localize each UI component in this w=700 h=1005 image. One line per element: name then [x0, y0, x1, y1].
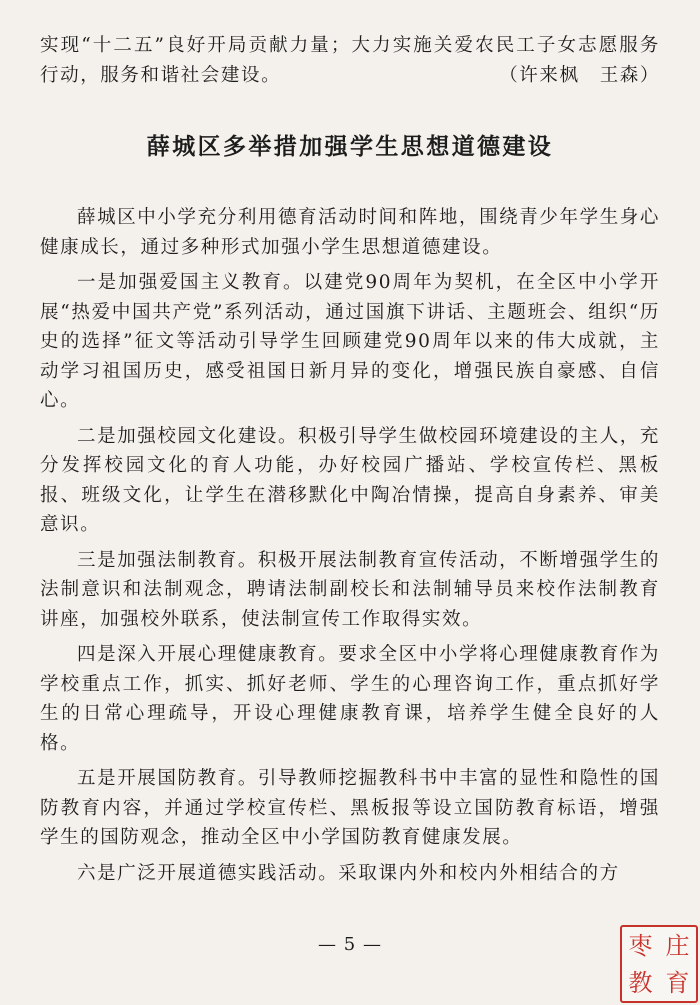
article-paragraph-campus-culture: 二是加强校园文化建设。积极引导学生做校园环境建设的主人，充分发挥校园文化的育人功能，办好校园广播站、学校宣传栏、黑板报、班级文化，让学生在潜移默化中陶冶情操，提高自身素养、审美意识。 — [40, 425, 660, 535]
previous-article-authors: （许来枫 王森） — [499, 65, 660, 86]
article-paragraph-mental-health: 四是深入开展心理健康教育。要求全区中小学将心理健康教育作为学校重点工作，抓实、抓好老师、学生的心理咨询工作，重点抓好学生的日常心理疏导，开设心理健康教育课，培养学生健全良好的人格。 — [40, 644, 660, 754]
article-body — [40, 203, 660, 894]
zaozhuang-education-seal — [620, 925, 698, 1003]
previous-article-tail: 实现“十二五”良好开局贡献力量；大力实施关爱农民工子女志愿服务行动，服务和谐社会建设。 — [40, 35, 660, 86]
article-paragraph-legal-education: 三是加强法制教育。积极开展法制教育宣传活动，不断增强学生的法制意识和法制观念，聘请法制副校长和法制辅导员来校作法制教育讲座，加强校外联系，使法制宣传工作取得实效。 — [40, 549, 660, 630]
article-title: 薛城区多举措加强学生思想道德建设 — [146, 133, 554, 160]
seal-char: 庄 — [665, 931, 690, 960]
article-paragraph-patriotism: 一是加强爱国主义教育。以建党90周年为契机，在全区中小学开展“热爱中国共产党”系列活动，通过国旗下讲话、主题班会、组织“历史的选择”征文等活动引导学生回顾建党90周年以来的伟大成就，主动学习祖国历史，感受祖国日新月异的变化，增强民族自豪感、自信心。 — [40, 272, 660, 411]
article-paragraph-national-defense: 五是开展国防教育。引导教师挖掘教科书中丰富的显性和隐性的国防教育内容，并通过学校宣传栏、黑板报等设立国防教育标语，增强学生的国防观念，推动全区中小学国防教育健康发展。 — [40, 768, 660, 848]
page-number: — 5 — — [318, 934, 382, 955]
article-paragraph-intro: 薛城区中小学充分利用德育活动时间和阵地，围绕青少年学生身心健康成长，通过多种形式加强小学生思想道德建设。 — [40, 207, 660, 258]
article-paragraph-moral-practice: 六是广泛开展道德实践活动。采取课内外和校内外相结合的方 — [77, 862, 620, 884]
seal-char: 枣 — [628, 931, 653, 960]
seal-char: 教 — [628, 968, 653, 997]
seal-char: 育 — [665, 968, 690, 997]
